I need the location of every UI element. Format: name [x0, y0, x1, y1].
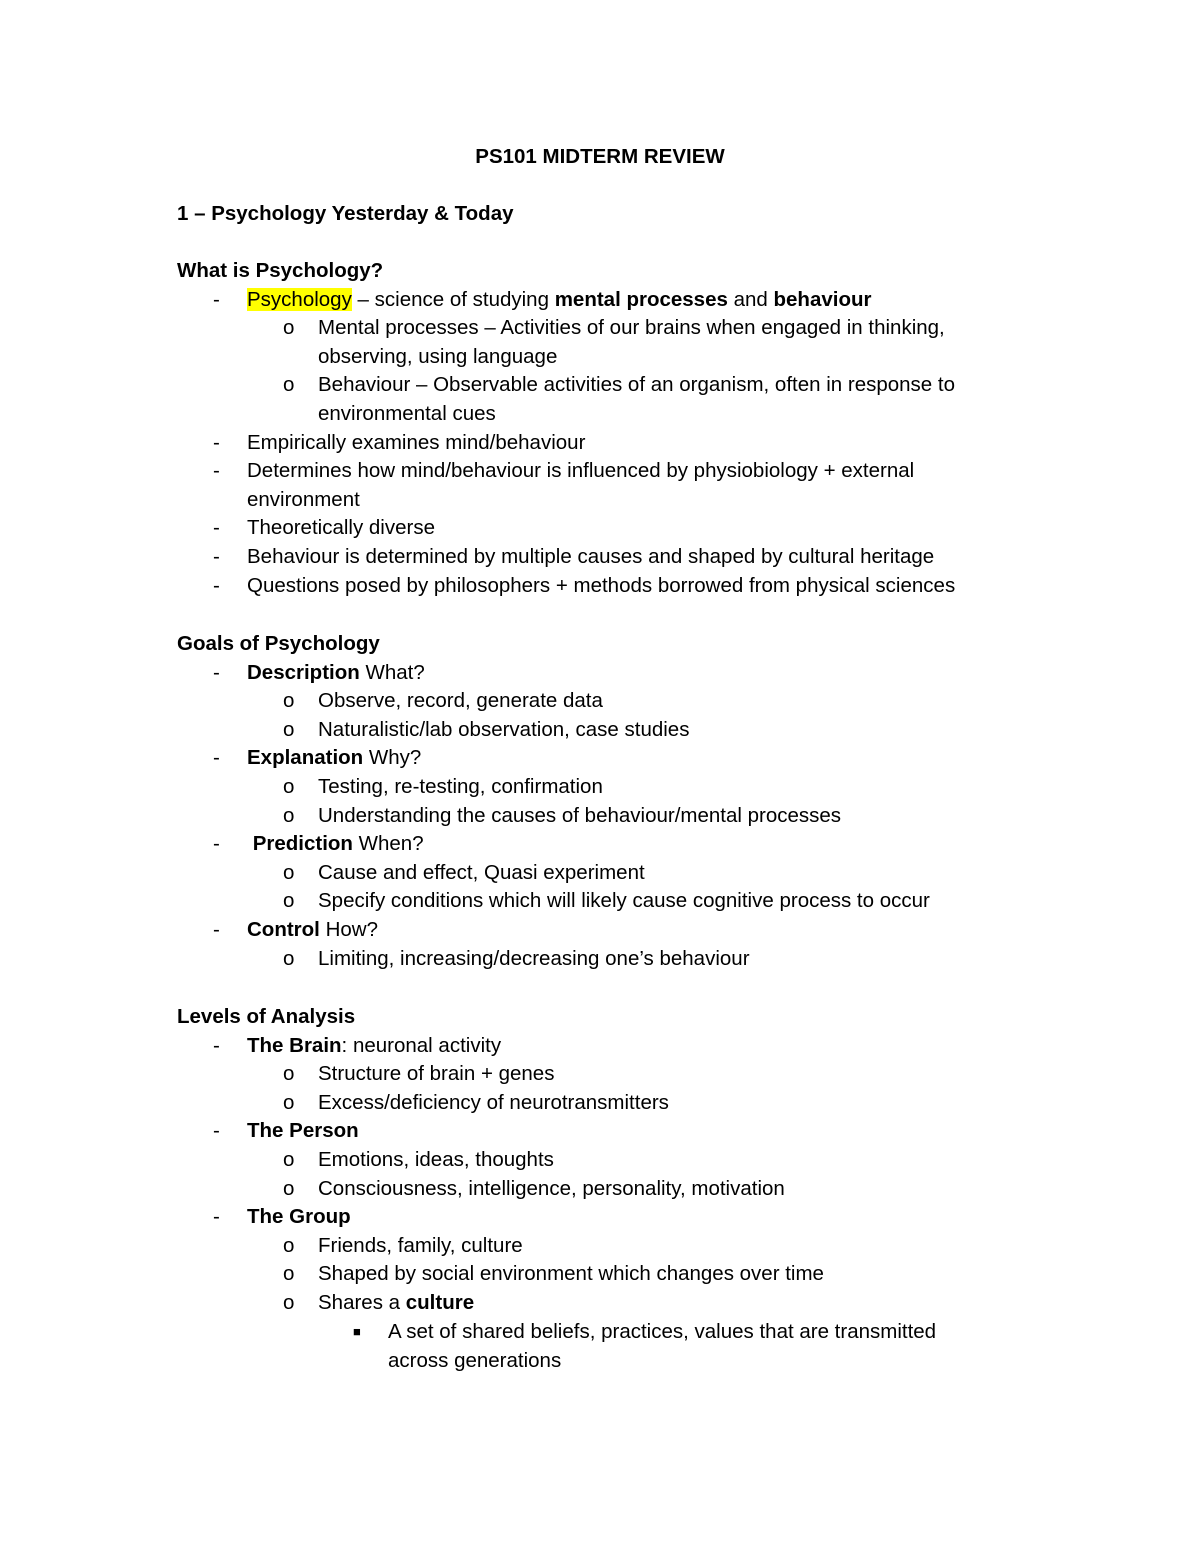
bullet-marker: -: [213, 545, 220, 568]
text-run: Shares a: [318, 1291, 406, 1314]
bold-term: culture: [405, 1291, 475, 1314]
bullet-text: Testing, re-testing, confirmation: [318, 775, 603, 798]
bullet-marker: -: [213, 574, 220, 597]
bullet-marker: -: [213, 918, 220, 941]
bullet-marker: -: [213, 746, 220, 769]
bullet-text: Mental processes – Activities of our brains when engaged in thinking, observing, using language: [318, 316, 945, 368]
bullet-marker: o: [283, 1291, 295, 1314]
text-run: : neuronal activity: [341, 1034, 502, 1057]
text-run: Why?: [363, 746, 422, 769]
bold-term: Prediction: [252, 832, 353, 855]
bullet-marker: o: [283, 804, 295, 827]
bullet-marker: o: [283, 1148, 295, 1171]
bullet-text: Understanding the causes of behaviour/mental processes: [318, 804, 842, 827]
bullet-text: Structure of brain + genes: [318, 1062, 555, 1085]
section-heading: Goals of Psychology: [177, 632, 380, 655]
bullet-marker: o: [283, 1177, 295, 1200]
bullet-text: [247, 830, 1007, 859]
bullet-marker: o: [283, 889, 295, 912]
text-run: How?: [319, 918, 378, 941]
bullet-marker: o: [283, 947, 295, 970]
bullet-text: Questions posed by philosophers + methods borrowed from physical sciences: [247, 574, 956, 597]
text-run: When?: [352, 832, 424, 855]
bullet-text: [247, 744, 1007, 773]
bullet-text: [318, 1289, 1008, 1318]
bullet-text: Observe, record, generate data: [318, 689, 603, 712]
bullet-text: [247, 1032, 1007, 1061]
bullet-text: A set of shared beliefs, practices, values that are transmitted across generations: [388, 1320, 937, 1372]
bold-term: Description: [247, 661, 360, 684]
bullet-text: [247, 1203, 1007, 1232]
chapter-heading: 1 – Psychology Yesterday & Today: [177, 202, 514, 225]
bold-term: Control: [247, 918, 320, 941]
text-run: and: [727, 288, 774, 311]
bold-term: Explanation: [247, 746, 364, 769]
bullet-text: Excess/deficiency of neurotransmitters: [318, 1091, 669, 1114]
bullet-marker: o: [283, 1234, 295, 1257]
bullet-text: Emotions, ideas, thoughts: [318, 1148, 554, 1171]
bullet-marker: -: [213, 516, 220, 539]
bold-term: behaviour: [773, 288, 872, 311]
bullet-marker: -: [213, 661, 220, 684]
bold-term: The Person: [247, 1119, 359, 1142]
bullet-text: [247, 1117, 1007, 1146]
bullet-marker: o: [283, 1091, 295, 1114]
highlighted-term: Psychology: [247, 288, 352, 311]
bullet-text: Behaviour is determined by multiple causes and shaped by cultural heritage: [247, 545, 935, 568]
bullet-marker: o: [283, 861, 295, 884]
bullet-text: Consciousness, intelligence, personality, motivation: [318, 1177, 785, 1200]
bold-term: The Group: [247, 1205, 351, 1228]
bullet-marker: ■: [353, 1324, 361, 1339]
bullet-text: Theoretically diverse: [247, 516, 435, 539]
bullet-text: [247, 659, 1007, 688]
bullet-text: Specify conditions which will likely cause cognitive process to occur: [318, 889, 930, 912]
bullet-text: Empirically examines mind/behaviour: [247, 431, 586, 454]
text-run: What?: [359, 661, 425, 684]
bullet-text: [247, 916, 1007, 945]
bold-term: mental processes: [554, 288, 728, 311]
bullet-marker: o: [283, 1062, 295, 1085]
bullet-marker: -: [213, 431, 220, 454]
bullet-marker: -: [213, 1034, 220, 1057]
bullet-text: Limiting, increasing/decreasing one’s behaviour: [318, 947, 750, 970]
section-heading: Levels of Analysis: [177, 1005, 356, 1028]
bullet-text: Behaviour – Observable activities of an organism, often in response to environmental cues: [318, 373, 955, 425]
bullet-marker: o: [283, 689, 295, 712]
bullet-text: [247, 286, 1007, 315]
bullet-marker: o: [283, 1262, 295, 1285]
bullet-marker: -: [213, 832, 220, 855]
bullet-marker: -: [213, 459, 220, 482]
text-run: – science of studying: [351, 288, 555, 311]
bullet-text: Friends, family, culture: [318, 1234, 523, 1257]
bullet-text: Determines how mind/behaviour is influenced by physiobiology + external environment: [247, 459, 915, 511]
bullet-marker: o: [283, 775, 295, 798]
bullet-marker: o: [283, 316, 295, 339]
section-heading: What is Psychology?: [177, 259, 384, 282]
bullet-text: Naturalistic/lab observation, case studies: [318, 718, 690, 741]
document-title: PS101 MIDTERM REVIEW: [475, 145, 725, 168]
bullet-marker: -: [213, 1119, 220, 1142]
bold-term: The Brain: [247, 1034, 342, 1057]
bullet-text: Cause and effect, Quasi experiment: [318, 861, 645, 884]
bullet-marker: o: [283, 718, 295, 741]
bullet-marker: -: [213, 288, 220, 311]
bullet-marker: o: [283, 373, 295, 396]
bullet-marker: -: [213, 1205, 220, 1228]
bullet-text: Shaped by social environment which changes over time: [318, 1262, 824, 1285]
